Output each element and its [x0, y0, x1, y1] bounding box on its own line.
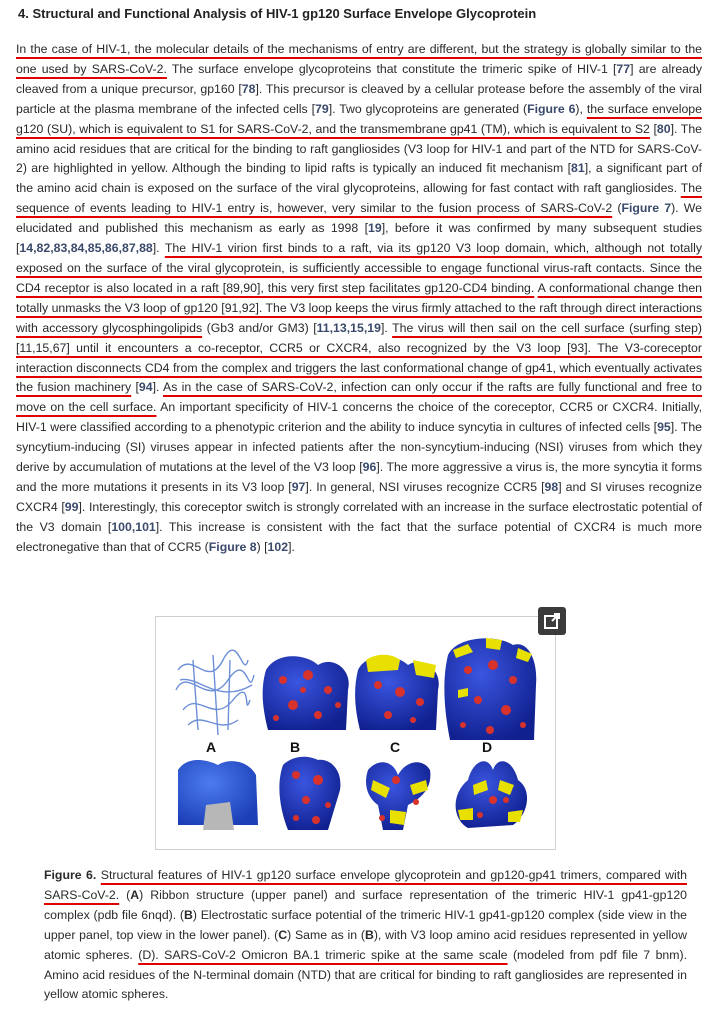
- text-run: ], before it was confirmed by many subsequent studies [: [16, 221, 702, 256]
- text-run: ], a significant part of the amino acid chain is exposed on the surface of the viral glycoproteins, allowing for fast contact with raft gangliosides.: [16, 161, 702, 196]
- citation-link[interactable]: 95: [657, 420, 671, 435]
- bold-text: Figure 6.: [44, 868, 97, 882]
- citation-link[interactable]: 79: [315, 101, 329, 116]
- body-paragraph: [16, 40, 702, 558]
- text-run: ].: [152, 380, 164, 395]
- citation-link[interactable]: 78: [241, 81, 256, 96]
- text-run: ].: [288, 539, 295, 554]
- text-run: ] are already cleaved from a unique precursor, gp160 [: [16, 61, 702, 96]
- citation-link[interactable]: 98: [544, 479, 559, 494]
- text-run: ) Same as in (: [287, 927, 365, 942]
- highlighted-text: A conformational change then totally unmasks the V3 loop of gp120 [91,92]. The V3 loop keeps the virus firmly attached to the raft through direct interactions with accessory glycosphingolipids: [16, 280, 702, 335]
- citation-link[interactable]: 81: [571, 161, 585, 176]
- text-run: ] and SI viruses recognize CXCR4 [: [16, 479, 702, 514]
- bold-text: A: [130, 887, 140, 902]
- section-heading: 4. Structural and Functional Analysis of HIV-1 gp120 Surface Envelope Glycoprotein: [18, 6, 537, 21]
- text-run: ) [: [256, 539, 268, 554]
- expand-icon[interactable]: [538, 607, 566, 635]
- panel-label-a: A: [206, 739, 217, 755]
- text-run: ].: [380, 320, 393, 335]
- text-run: ) Electrostatic surface potential of the trimeric HIV-1 gp41-gp120 complex (side view in the upper panel, top view in the lower panel). (: [44, 907, 687, 942]
- citation-link[interactable]: 102: [267, 539, 289, 554]
- text-run: ]. This precursor is cleaved by a cellular protease before the assembly of the viral particle at the plasma membrane of the infected cells [: [16, 81, 703, 116]
- text-run: ]. The amino acid residues that are critical for the binding to raft gangliosides (V3 loop for HIV-1 and part of the NTD for SARS-CoV-2) are highlighted in yellow. Although the binding to lipid rafts is typically an induced fit mechanism [: [16, 121, 702, 176]
- citation-link[interactable]: 97: [291, 479, 306, 494]
- text-run: ), with V3 loop amino acid residues represented in yellow atomic spheres.: [44, 927, 687, 962]
- panel-label-b: B: [290, 739, 301, 755]
- citation-link[interactable]: 100,101: [111, 519, 156, 534]
- text-run: (: [612, 201, 622, 216]
- panel-label-d: D: [482, 739, 493, 755]
- citation-link[interactable]: 11,13,15,19: [316, 320, 381, 335]
- text-run: (modeled from pdf file 7 bnm). Amino acid residues of the N-terminal domain (NTD) that are critical for binding to raft gangliosides are represented in yellow atomic spheres.: [44, 947, 688, 1002]
- citation-link[interactable]: 19: [368, 221, 382, 236]
- panel-label-c: C: [390, 739, 401, 755]
- text-run: ). We elucidated and published this mechanism as early as 1998 [: [16, 201, 702, 236]
- figure-caption: [44, 866, 687, 1005]
- figure-6-image: [168, 630, 538, 835]
- text-run: ) Ribbon structure (upper panel) and surface representation of the trimeric HIV-1 gp41-gp120 complex (pdb file 6nqd). (: [44, 887, 687, 922]
- text-run: ]. The more aggressive a virus is, the more syncytia it forms and the more mutations it presents in its V3 loop [: [16, 460, 702, 494]
- text-run: [: [649, 121, 657, 136]
- highlighted-text: In the case of HIV-1, the molecular details of the mechanisms of entry are different, but the strategy is globally similar to the one used by SARS-CoV-2.: [16, 42, 702, 76]
- bold-text: B: [184, 907, 193, 922]
- text-run: (: [119, 887, 131, 902]
- highlighted-text: Structural features of HIV-1 gp120 surface envelope glycoprotein and gp120-gp41 trimers, compared with SARS-CoV-2.: [44, 868, 688, 902]
- text-run: An important specificity of HIV-1 concerns the choice of the coreceptor, CCR5 or CXCR4. Initially, HIV-1 were classified according to a phenotypic criterion and the ability to induce syncytia in cultures of infected cells [: [16, 400, 702, 435]
- text-run: ]. This increase is consistent with the fact that the surface potential of CXCR4 is much more electronegative than that of CCR5 (: [16, 519, 702, 554]
- citation-link[interactable]: Figure 6: [527, 101, 576, 116]
- highlighted-text: The HIV-1 virion first binds to a raft, via its gp120 V3 loop domain, which, although not totally exposed on the surface of the viral glycoprotein, is sufficiently accessible to engage functional virus-raft contacts. Since the CD4 receptor is also located in a raft [89,90], this very first step facilitates gp120-CD4 binding.: [16, 241, 702, 295]
- text-run: ]. In general, NSI viruses recognize CCR5 [: [305, 479, 545, 494]
- highlighted-text: As in the case of SARS-CoV-2, infection can only occur if the rafts are fully functional and free to move on the cell surface.: [16, 380, 703, 415]
- citation-link[interactable]: 80: [656, 121, 671, 136]
- panel-b-bottom: [279, 757, 340, 830]
- text-run: ),: [575, 101, 587, 116]
- text-run: ]. The syncytium-inducing (SI) viruses appear in infected patients after the non-syncytium-inducing (NSI) viruses from which they derive by accumulation of mutations at the level of the V3 loop [: [16, 420, 702, 475]
- highlighted-text: The sequence of events leading to HIV-1 entry is, however, very similar to the fusion process of SARS-CoV-2: [16, 181, 702, 216]
- citation-link[interactable]: Figure 7: [621, 201, 672, 216]
- text-run: ].: [152, 241, 165, 256]
- citation-link[interactable]: 96: [362, 460, 377, 475]
- text-run: [: [131, 380, 139, 395]
- text-run: ]. Interestingly, this coreceptor switch is strongly correlated with an increase in the surface electrostatic potential of the V3 domain [: [16, 499, 702, 534]
- highlighted-text: (D). SARS-CoV-2 Omicron BA.1 trimeric spike at the same scale: [138, 947, 508, 962]
- highlighted-text: the surface envelope g120 (SU), which is equivalent to S1 for SARS-CoV-2, and the transmembrane gp41 (TM), which is equivalent to S2: [16, 101, 702, 136]
- text-run: The surface envelope glycoproteins that constitute the trimeric spike of HIV-1 [: [166, 61, 617, 76]
- citation-link[interactable]: 14,82,83,84,85,86,87,88: [19, 241, 153, 256]
- highlighted-text: The virus will then sail on the cell surface (surfing step) [11,15,67] until it encounters a co-receptor, CCR5 or CXCR4, also recognized by the V3 loop [93]. The V3-coreceptor interaction disconnects CD4 from the complex and triggers the last conformational change of gp41, which eventually activates the fusion machinery: [16, 320, 703, 395]
- citation-link[interactable]: 94: [138, 380, 153, 395]
- panel-a-ribbon: [176, 650, 254, 735]
- text-run: (Gb3 and/or GM3) [: [202, 320, 317, 335]
- text-run: ]. Two glycoproteins are generated (: [328, 101, 528, 116]
- citation-link[interactable]: 77: [616, 61, 631, 76]
- citation-link[interactable]: 99: [64, 499, 79, 514]
- citation-link[interactable]: Figure 8: [208, 539, 257, 554]
- bold-text: B: [364, 927, 374, 942]
- bold-text: C: [278, 927, 288, 942]
